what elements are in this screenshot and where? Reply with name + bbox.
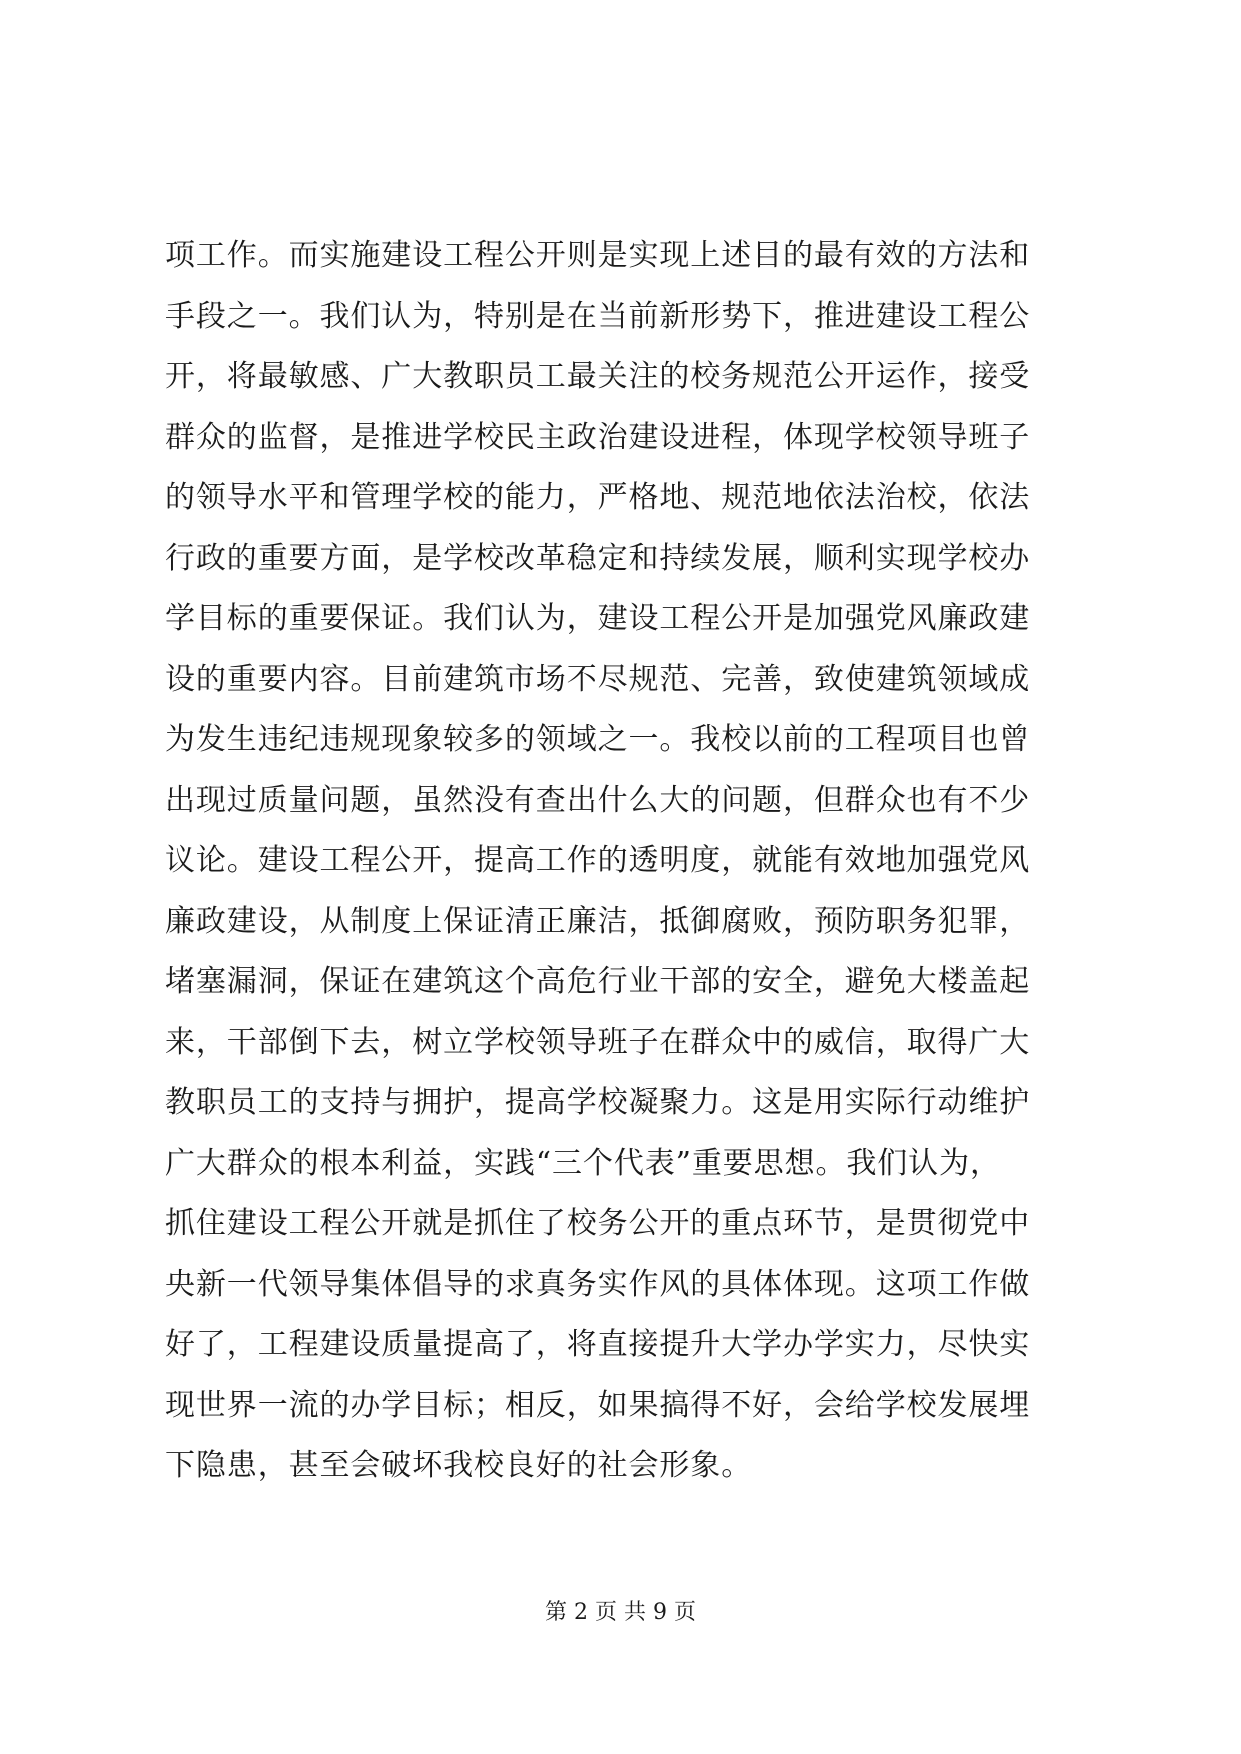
text-line: 好了，工程建设质量提高了，将直接提升大学办学实力，尽快实 (165, 1327, 1031, 1362)
text-line: 廉政建设，从制度上保证清正廉洁，抵御腐败，预防职务犯罪， (165, 903, 1031, 939)
text-line: 来，干部倒下去，树立学校领导班子在群众中的威信，取得广大 (165, 1024, 1031, 1060)
text-line: 群众的监督，是推进学校民主政治建设进程，体现学校领导班子 (165, 419, 1031, 455)
text-line: 手段之一。我们认为，特别是在当前新形势下，推进建设工程公 (165, 298, 1031, 334)
text-line: 广大群众的根本利益，实践“三个代表”重要思想。我们认为， (165, 1145, 1001, 1181)
text-line: 抓住建设工程公开就是抓住了校务公开的重点环节，是贯彻党中 (165, 1206, 1031, 1241)
text-line: 下隐患，甚至会破坏我校良好的社会形象。 (165, 1448, 753, 1483)
text-line: 设的重要内容。目前建筑市场不尽规范、完善，致使建筑领域成 (165, 661, 1031, 697)
text-line: 的领导水平和管理学校的能力，严格地、规范地依法治校，依法 (165, 480, 1031, 515)
text-line: 为发生违纪违规现象较多的领域之一。我校以前的工程项目也曾 (165, 722, 1031, 757)
text-line: 出现过质量问题，虽然没有查出什么大的问题，但群众也有不少 (165, 782, 1031, 818)
text-line: 教职员工的支持与拥护，提高学校凝聚力。这是用实际行动维护 (165, 1085, 1031, 1120)
text-line: 现世界一流的办学目标；相反，如果搞得不好，会给学校发展埋 (165, 1387, 1031, 1423)
text-line: 开，将最敏感、广大教职员工最关注的校务规范公开运作，接受 (165, 359, 1031, 394)
text-line: 行政的重要方面，是学校改革稳定和持续发展，顺利实现学校办 (165, 540, 1031, 576)
text-line: 堵塞漏洞，保证在建筑这个高危行业干部的安全，避免大楼盖起 (165, 964, 1031, 999)
text-line: 央新一代领导集体倡导的求真务实作风的具体体现。这项工作做 (165, 1266, 1031, 1302)
body-paragraph (165, 226, 1095, 1497)
text-line: 学目标的重要保证。我们认为，建设工程公开是加强党风廉政建 (165, 601, 1031, 636)
text-line: 项工作。而实施建设工程公开则是实现上述目的最有效的方法和 (165, 238, 1031, 273)
text-line: 议论。建设工程公开，提高工作的透明度，就能有效地加强党风 (165, 843, 1031, 878)
page-number-footer: 第 2 页 共 9 页 (545, 1600, 696, 1625)
